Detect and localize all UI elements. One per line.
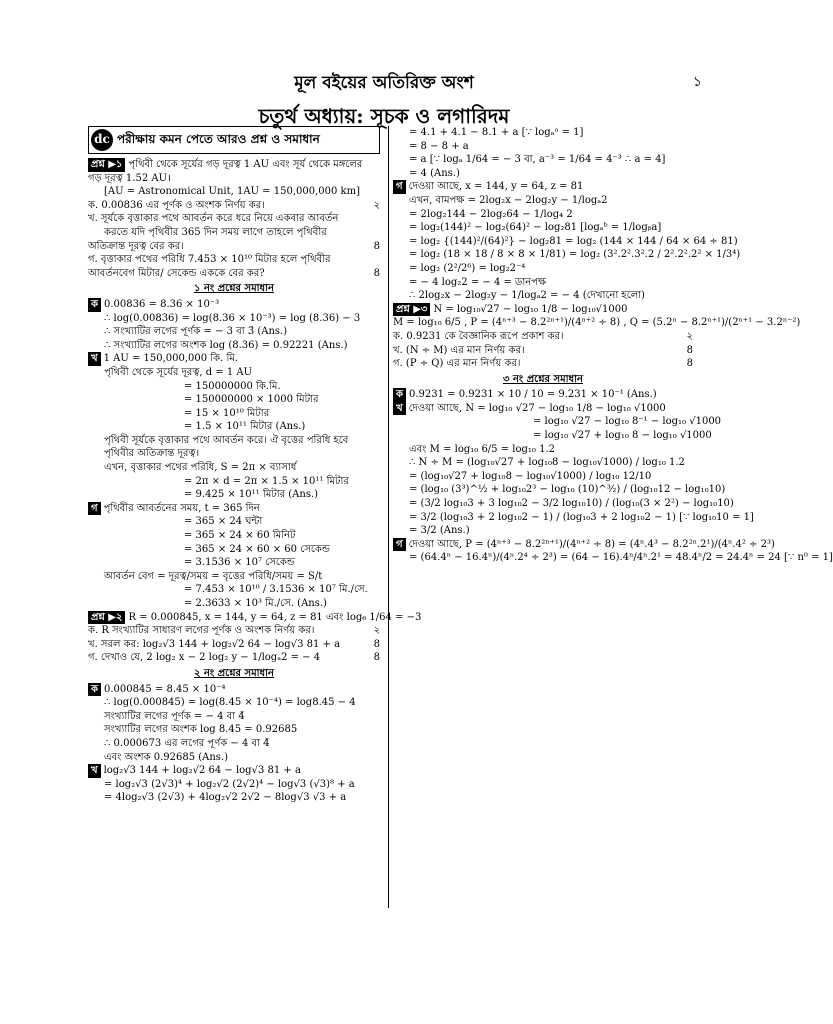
equation-line: = 365 × 24 × 60 মিনিট	[184, 530, 296, 542]
question-tag: প্রশ্ন ▶১	[88, 158, 125, 172]
question-line	[88, 611, 422, 625]
equation-line: আবর্তন বেগ = দূরত্ব/সময় = বৃত্তের পরিধি/সময় = S/t	[104, 570, 323, 582]
equation-line: = 365 × 24 × 60 × 60 সেকেন্ড	[184, 543, 330, 555]
equation-line: = log₂ (2²/2⁶) = log₂2⁻⁴	[409, 262, 526, 274]
sub-question	[88, 624, 380, 638]
equation-line: ∴ সংখ্যাটির লগের অংশক log (8.36) = 0.92221 (Ans.)	[104, 339, 348, 351]
equation-line: ∴ 2log₂x − 2log₂y − 1/logₐ2 = − 4 (দেখানো হলো)	[409, 290, 645, 302]
question-line	[393, 538, 775, 552]
question-text: পৃথিবীর আবর্তনের সময়, t = 365 দিন	[103, 502, 260, 514]
equation-line: = (3/2 log₁₀3 + 3 log₁₀2 − 3/2 log₁₀10) / (log₁₀(3 × 2²) − log₁₀10)	[409, 498, 734, 510]
question-line	[88, 158, 380, 172]
question-tag: ক	[88, 683, 101, 697]
equation-line: = (64.4ⁿ − 16.4ⁿ)/(4ⁿ.2⁴ ÷ 2³) = (64 − 16).4ⁿ/4ⁿ.2¹ = 48.4ⁿ/2 = 24.4ⁿ = 24 [∵ n⁰ = 1]	[409, 552, 833, 564]
equation-line: = a [∵ logₐ 1/64 = − 3 বা, a⁻³ = 1/64 = 4⁻³ ∴ a = 4]	[409, 154, 666, 166]
question-line	[88, 352, 380, 366]
brand-banner	[88, 126, 380, 154]
equation-line: = 7.453 × 10¹⁰ / 3.1536 × 10⁷ মি./সে.	[184, 584, 368, 596]
equation-line: = (log₁₀ (3³)^½ + log₁₀2³ − log₁₀ (10)^³⁄₂) / (log₁₀12 − log₁₀10)	[409, 484, 726, 496]
question-text: পৃথিবী থেকে সূর্যের গড় দূরত্ব 1 AU এবং সূর্য থেকে মঙ্গলের	[128, 159, 363, 170]
question-line	[88, 683, 380, 697]
right-column	[388, 126, 833, 908]
supplement-title: মূল বইয়ের অতিরিক্ত অংশ	[294, 73, 474, 93]
equation-line: = 2π × d = 2π × 1.5 × 10¹¹ মিটার	[184, 475, 349, 487]
page-number: ১	[692, 74, 702, 90]
marks: 8	[686, 344, 693, 356]
equation-line: সংখ্যাটির লগের অংশক log 8.45 = 0.92685	[104, 724, 298, 736]
question-tag: ক	[88, 298, 101, 312]
question-line	[88, 764, 380, 778]
question-text: N = log₁₀√27 − log₁₀ 1/8 − log₁₀√1000	[433, 303, 628, 315]
equation-line: খ. সূর্যকে বৃত্তাকার পথে আবর্তন করে ধরে নিয়ে একবার আবর্তন	[88, 213, 339, 225]
equation-line: [AU = Astronomical Unit, 1AU = 150,000,000 km]	[104, 186, 360, 198]
equation-line: করতে যদি পৃথিবীর 365 দিন সময় লাগে তাহলে পৃথিবীর	[104, 226, 327, 238]
equation-line: = 3.1536 × 10⁷ সেকেন্ড	[184, 557, 295, 569]
sub-question-text: খ. সরল কর: log₂√3 144 + log₂√2 64 − log√3 81 + a	[88, 638, 341, 650]
sub-question-text: আবর্তনবেগ মিটার/ সেকেন্ড এককে বের কর?	[88, 267, 265, 279]
equation-line: = log₁₀ √27 + log₁₀ 8 − log₁₀ √1000	[533, 430, 712, 442]
sub-question-text: ক. R সংখ্যাটির সাধারণ লগের পূর্ণক ও অংশক নির্ণয় কর।	[88, 625, 315, 637]
equation-line: = 3/2 (Ans.)	[409, 525, 470, 537]
equation-line: = 365 × 24 ঘন্টা	[184, 516, 263, 528]
equation-line: এখন, বামপক্ষ = 2log₂x − 2log₂y − 1/logₐ2	[409, 194, 608, 206]
solution-heading: ২ নং প্রশ্নের সমাধান	[193, 667, 275, 679]
equation-line: পৃথিবী থেকে সূর্যের দূরত্ব, d = 1 AU	[104, 366, 253, 378]
question-text: log₂√3 144 + log₂√2 64 − log√3 81 + a	[103, 765, 301, 777]
equation-line: এবং অংশক 0.92685 (Ans.)	[104, 751, 229, 763]
solution-heading: ১ নং প্রশ্নের সমাধান	[193, 283, 274, 295]
equation-line: = log₁₀ √27 − log₁₀ 8⁻¹ − log₁₀ √1000	[533, 416, 722, 428]
brand-logo-icon: dc	[91, 129, 113, 151]
equation-line: = 9.425 × 10¹¹ মিটার (Ans.)	[184, 489, 319, 501]
sub-question	[88, 240, 380, 254]
equation-line: = 2.3633 × 10³ মি./সে. (Ans.)	[184, 598, 327, 609]
question-text: 0.9231 = 0.9231 × 10 / 10 = 9.231 × 10⁻¹ (Ans.)	[409, 389, 657, 401]
equation-line: = 4.1 + 4.1 − 8.1 + a [∵ logₐᵃ = 1]	[409, 127, 584, 138]
chapter-title: চতুর্থ অধ্যায়: সূচক ও লগারিদম	[258, 104, 510, 128]
question-tag: খ	[88, 352, 101, 366]
equation-line: গ. বৃত্তাকার পথের পরিধি 7.453 × 10¹⁰ মিটার হলে পৃথিবীর	[88, 254, 331, 266]
question-line	[393, 402, 693, 416]
equation-line: ∴ 0.000673 এর লগের পূর্ণক − 4 বা 4̄	[104, 737, 270, 749]
sub-question	[88, 199, 380, 213]
question-line	[88, 502, 380, 516]
equation-line: = (log₁₀√27 + log₁₀8 − log₁₀√1000) / log₁₀ 12/10	[409, 470, 652, 482]
sub-question-text: ক. 0.9231 কে বৈজ্ঞানিক রূপে প্রকাশ কর।	[393, 330, 564, 342]
solution-heading: ৩ নং প্রশ্নের সমাধান	[502, 373, 584, 385]
equation-line: এবং M = log₁₀ 6/5 = log₁₀ 1.2	[409, 443, 555, 455]
question-tag: গ	[393, 180, 406, 194]
equation-line: = log₂√3 (2√3)⁴ + log₂√2 (2√2)⁴ − log√3 (√3)⁸ + a	[104, 778, 355, 790]
marks: 8	[373, 267, 380, 279]
question-tag: প্রশ্ন ▶২	[88, 611, 125, 625]
question-text: R = 0.000845, x = 144, y = 64, z = 81 এবং log₆ 1/64 = −3	[128, 611, 422, 623]
question-line	[393, 180, 693, 194]
sub-question-text: অতিক্রান্ত দূরত্ব বের কর।	[88, 240, 184, 252]
question-tag: খ	[393, 402, 406, 416]
sub-question	[88, 267, 380, 281]
equation-line: সংখ্যাটির লগের পূর্ণক = − 4 বা 4̄	[104, 710, 245, 722]
equation-line: ∴ N ÷ M = (log₁₀√27 + log₁₀8 − log₁₀√1000) / log₁₀ 1.2	[409, 457, 685, 469]
equation-line: = 2log₂144 − 2log₂64 − 1/log₄ 2	[409, 208, 573, 220]
equation-line: = 15 × 10¹⁰ মিটার	[184, 407, 270, 419]
equation-line: পৃথিবী সূর্যকে বৃত্তাকার পথে আবর্তন করে। ঐ বৃত্তের পরিধি হবে	[104, 434, 349, 446]
marks: ২	[686, 330, 693, 342]
sub-question	[393, 330, 693, 344]
question-tag: গ	[393, 538, 406, 552]
question-text: দেওয়া আছে, P = (4ⁿ⁺³ − 8.2²ⁿ⁺¹)/(4ⁿ⁺² ÷ 8) = (4ⁿ.4³ − 8.2²ⁿ.2¹)/(4ⁿ.4² ÷ 2³)	[408, 538, 775, 550]
question-text: 0.00836 = 8.36 × 10⁻³	[104, 298, 220, 310]
brand-title: পরীক্ষায় কমন পেতে আরও প্রশ্ন ও সমাধান	[117, 132, 320, 147]
equation-line: = − 4 log₂2 = − 4 = ডানপক্ষ	[409, 276, 547, 288]
equation-line: গড় দূরত্ব 1.52 AU।	[88, 172, 171, 184]
equation-line: ∴ log(0.000845) = log(8.45 × 10⁻⁴) = log8.45 − 4	[104, 697, 356, 709]
question-line	[393, 388, 693, 402]
equation-line: = log₂ {(144)²/(64)²} − log₂81 = log₂ (144 × 144 / 64 × 64 ÷ 81)	[409, 235, 738, 247]
equation-line: = 8 − 8 + a	[409, 140, 469, 152]
equation-line: পৃথিবীর অতিক্রান্ত দূরত্ব।	[104, 448, 200, 460]
equation-line: = 1.5 × 10¹¹ মিটার (Ans.)	[184, 421, 306, 433]
equation-line: M = log₁₀ 6/5 , P = (4ⁿ⁺³ − 8.2²ⁿ⁺¹)/(4ⁿ⁺² ÷ 8) , Q = (5.2ⁿ − 8.2ⁿ⁺¹)/(2ⁿ⁺¹ − 3.2ⁿ⁻²)	[393, 317, 801, 329]
question-tag: খ	[88, 764, 101, 778]
marks: 8	[686, 358, 693, 370]
equation-line: = 4 (Ans.)	[409, 167, 460, 179]
sub-question	[393, 344, 693, 358]
equation-line: ∴ সংখ্যাটির লগের পূর্ণক = − 3 বা 3̄ (Ans.)	[104, 326, 288, 338]
marks: 8	[373, 240, 380, 252]
marks: ২	[373, 199, 380, 211]
equation-line: ∴ log(0.00836) = log(8.36 × 10⁻³) = log (8.36) − 3	[104, 312, 361, 324]
marks: 8	[373, 652, 380, 664]
equation-line: এখন, বৃত্তাকার পথের পরিধি, S = 2π × ব্যাসার্ধ	[104, 462, 297, 474]
question-tag: প্রশ্ন ▶৩	[393, 303, 430, 317]
sub-question	[88, 651, 380, 665]
equation-line: = 150000000 কি.মি.	[184, 380, 281, 392]
equation-line: = 150000000 × 1000 মিটার	[184, 394, 319, 406]
sub-question-text: ক. 0.00836 এর পূর্ণক ও অংশক নির্ণয় কর।	[88, 199, 265, 211]
equation-line: = 3/2 (log₁₀3 + 2 log₁₀2 − 1) / (log₁₀3 + 2 log₁₀2 − 1) [∵ log₁₀10 = 1]	[409, 511, 754, 523]
question-line	[393, 303, 693, 317]
sub-question-text: গ. (P ÷ Q) এর মান নির্ণয় কর।	[393, 358, 521, 370]
question-tag: গ	[88, 502, 101, 516]
question-tag: ক	[393, 388, 406, 402]
equation-line: = log₂(144)² − log₂(64)² − log₂81 [logₐᵇ = 1/logᵦa]	[409, 222, 662, 234]
question-text: 1 AU = 150,000,000 কি. মি.	[103, 353, 239, 365]
sub-question-text: খ. (N ÷ M) এর মান নির্ণয় কর।	[393, 344, 525, 356]
sub-question	[88, 638, 380, 652]
question-text: দেওয়া আছে, N = log₁₀ √27 − log₁₀ 1/8 − log₁₀ √1000	[408, 402, 666, 414]
equation-line: = log₂ (18 × 18 / 8 × 8 × 1/81) = log₂ (3².2².3².2 / 2².2².2² × 1/3⁴)	[409, 249, 741, 261]
question-line	[88, 298, 380, 312]
question-text: দেওয়া আছে, x = 144, y = 64, z = 81	[408, 181, 584, 193]
marks: 8	[373, 638, 380, 650]
sub-question	[393, 357, 693, 371]
sub-question-text: গ. দেখাও যে, 2 log₂ x − 2 log₂ y − 1/logₐ2 = − 4	[88, 652, 321, 664]
equation-line: = 4log₂√3 (2√3) + 4log₂√2 2√2 − 8log√3 √3 + a	[104, 792, 347, 804]
marks: ২	[373, 625, 380, 637]
question-text: 0.000845 = 8.45 × 10⁻⁴	[104, 683, 226, 695]
